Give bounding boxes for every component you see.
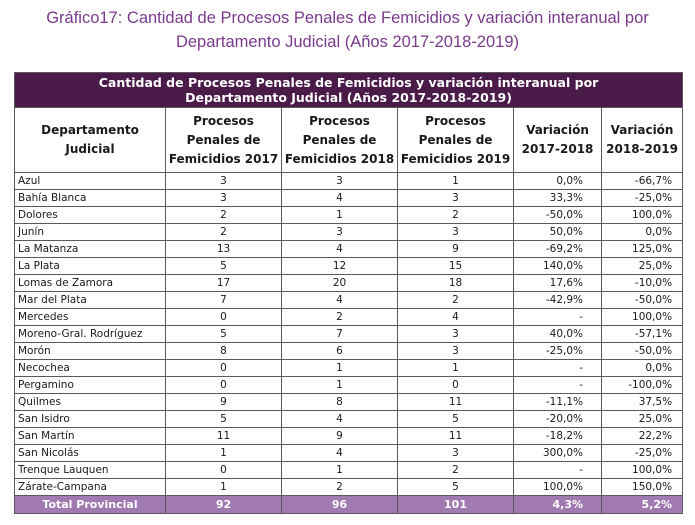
table-row — [15, 377, 683, 394]
cell-variacion-2018-2019: 125,0% — [602, 241, 683, 258]
cell-departamento: San Martín — [15, 428, 166, 445]
total-row — [15, 496, 683, 514]
cell-procesos-2019: 11 — [398, 428, 514, 445]
cell-variacion-2017-2018: -18,2% — [514, 428, 602, 445]
cell-procesos-2017: 0 — [166, 360, 282, 377]
cell-procesos-2018: 3 — [282, 224, 398, 241]
cell-procesos-2018: 1 — [282, 377, 398, 394]
header-procesos-2018 — [282, 108, 398, 173]
cell-variacion-2018-2019: 25,0% — [602, 411, 683, 428]
document-title — [0, 6, 695, 54]
cell-procesos-2018: 4 — [282, 292, 398, 309]
femicide-cases-table — [14, 72, 683, 514]
cell-variacion-2017-2018: -25,0% — [514, 343, 602, 360]
cell-procesos-2017: 11 — [166, 428, 282, 445]
cell-departamento: Dolores — [15, 207, 166, 224]
cell-procesos-2019: 0 — [398, 377, 514, 394]
cell-variacion-2018-2019: 5,2% — [602, 496, 683, 514]
table-row — [15, 292, 683, 309]
cell-variacion-2018-2019: -50,0% — [602, 343, 683, 360]
cell-procesos-2017: 17 — [166, 275, 282, 292]
table-row — [15, 309, 683, 326]
cell-procesos-2017: 5 — [166, 411, 282, 428]
cell-procesos-2019: 3 — [398, 326, 514, 343]
cell-variacion-2017-2018: - — [514, 360, 602, 377]
cell-procesos-2019: 4 — [398, 309, 514, 326]
table-row — [15, 343, 683, 360]
cell-procesos-2017: 5 — [166, 326, 282, 343]
cell-departamento: Azul — [15, 173, 166, 190]
cell-variacion-2018-2019: 100,0% — [602, 207, 683, 224]
table-row — [15, 258, 683, 275]
cell-variacion-2018-2019: 25,0% — [602, 258, 683, 275]
cell-procesos-2019: 3 — [398, 343, 514, 360]
header-line: Femicidios 2018 — [284, 151, 395, 166]
cell-variacion-2018-2019: 37,5% — [602, 394, 683, 411]
cell-departamento: Trenque Lauquen — [15, 462, 166, 479]
cell-procesos-2017: 2 — [166, 224, 282, 241]
cell-departamento: Pergamino — [15, 377, 166, 394]
cell-variacion-2018-2019: -66,7% — [602, 173, 683, 190]
cell-variacion-2017-2018: -11,1% — [514, 394, 602, 411]
cell-variacion-2018-2019: 100,0% — [602, 309, 683, 326]
header-line: Variación — [526, 123, 589, 137]
document-title-line1: Gráfico17: Cantidad de Procesos Penales de Femicidios y variación interanual por — [46, 9, 649, 27]
header-line: Variación — [610, 123, 674, 137]
table-row — [15, 224, 683, 241]
cell-departamento: Lomas de Zamora — [15, 275, 166, 292]
cell-procesos-2018: 4 — [282, 241, 398, 258]
cell-variacion-2017-2018: 0,0% — [514, 173, 602, 190]
cell-variacion-2018-2019: -10,0% — [602, 275, 683, 292]
cell-procesos-2017: 2 — [166, 207, 282, 224]
header-procesos-2017 — [166, 108, 282, 173]
table-row — [15, 411, 683, 428]
cell-variacion-2017-2018: -20,0% — [514, 411, 602, 428]
cell-procesos-2017: 92 — [166, 496, 282, 514]
cell-variacion-2017-2018: 33,3% — [514, 190, 602, 207]
cell-procesos-2017: 5 — [166, 258, 282, 275]
header-line: Femicidios 2017 — [168, 151, 279, 166]
header-line: Penales de — [302, 132, 377, 147]
cell-procesos-2018: 4 — [282, 445, 398, 462]
cell-procesos-2019: 11 — [398, 394, 514, 411]
cell-variacion-2018-2019: 0,0% — [602, 224, 683, 241]
cell-variacion-2018-2019: 0,0% — [602, 360, 683, 377]
cell-procesos-2018: 8 — [282, 394, 398, 411]
cell-variacion-2018-2019: -100,0% — [602, 377, 683, 394]
table-row — [15, 394, 683, 411]
table-row — [15, 479, 683, 496]
cell-departamento: Bahía Blanca — [15, 190, 166, 207]
cell-departamento: La Plata — [15, 258, 166, 275]
cell-variacion-2017-2018: -50,0% — [514, 207, 602, 224]
cell-variacion-2017-2018: 17,6% — [514, 275, 602, 292]
cell-procesos-2017: 1 — [166, 445, 282, 462]
cell-departamento: Mar del Plata — [15, 292, 166, 309]
cell-procesos-2018: 7 — [282, 326, 398, 343]
table-row — [15, 428, 683, 445]
table-row — [15, 173, 683, 190]
cell-departamento: Moreno-Gral. Rodríguez — [15, 326, 166, 343]
cell-variacion-2017-2018: -69,2% — [514, 241, 602, 258]
cell-procesos-2019: 18 — [398, 275, 514, 292]
cell-variacion-2018-2019: -25,0% — [602, 190, 683, 207]
header-variacion-2017-2018 — [514, 108, 602, 173]
cell-variacion-2018-2019: -57,1% — [602, 326, 683, 343]
cell-departamento: Morón — [15, 343, 166, 360]
cell-procesos-2017: 7 — [166, 292, 282, 309]
header-departamento — [15, 108, 166, 173]
cell-variacion-2017-2018: 300,0% — [514, 445, 602, 462]
table-title — [15, 73, 683, 108]
document-title-line2: Departamento Judicial (Años 2017-2018-2019) — [175, 33, 520, 51]
cell-procesos-2017: 0 — [166, 309, 282, 326]
cell-procesos-2017: 13 — [166, 241, 282, 258]
cell-procesos-2017: 0 — [166, 377, 282, 394]
cell-variacion-2018-2019: 100,0% — [602, 462, 683, 479]
cell-departamento: Junín — [15, 224, 166, 241]
cell-procesos-2017: 3 — [166, 173, 282, 190]
cell-procesos-2018: 4 — [282, 411, 398, 428]
cell-procesos-2019: 5 — [398, 411, 514, 428]
data-table-container — [14, 72, 682, 514]
cell-departamento: La Matanza — [15, 241, 166, 258]
header-line: Femicidios 2019 — [400, 151, 511, 166]
table-title-line2: Departamento Judicial (Años 2017-2018-2019) — [185, 90, 512, 105]
table-row — [15, 326, 683, 343]
table-row — [15, 360, 683, 377]
cell-procesos-2017: 1 — [166, 479, 282, 496]
cell-procesos-2018: 20 — [282, 275, 398, 292]
header-procesos-2019 — [398, 108, 514, 173]
cell-variacion-2017-2018: 4,3% — [514, 496, 602, 514]
cell-variacion-2017-2018: 50,0% — [514, 224, 602, 241]
cell-variacion-2017-2018: -42,9% — [514, 292, 602, 309]
table-row — [15, 190, 683, 207]
cell-procesos-2018: 6 — [282, 343, 398, 360]
table-row — [15, 275, 683, 292]
cell-procesos-2019: 2 — [398, 207, 514, 224]
cell-procesos-2017: 9 — [166, 394, 282, 411]
header-line: 2018-2019 — [606, 142, 678, 156]
cell-procesos-2019: 101 — [398, 496, 514, 514]
header-line: Procesos — [309, 113, 370, 128]
cell-departamento: San Isidro — [15, 411, 166, 428]
table-title-line1: Cantidad de Procesos Penales de Femicidios y variación interanual por — [98, 75, 599, 90]
cell-procesos-2019: 3 — [398, 224, 514, 241]
cell-procesos-2018: 1 — [282, 207, 398, 224]
table-title-row — [15, 73, 683, 108]
header-line: Departamento — [41, 123, 139, 137]
cell-procesos-2018: 1 — [282, 462, 398, 479]
header-line: Penales de — [186, 132, 261, 147]
cell-procesos-2019: 1 — [398, 360, 514, 377]
cell-procesos-2018: 2 — [282, 479, 398, 496]
cell-procesos-2019: 1 — [398, 173, 514, 190]
cell-variacion-2017-2018: - — [514, 462, 602, 479]
cell-procesos-2018: 96 — [282, 496, 398, 514]
table-row — [15, 462, 683, 479]
cell-departamento: Total Provincial — [15, 496, 166, 514]
cell-procesos-2017: 3 — [166, 190, 282, 207]
table-row — [15, 445, 683, 462]
header-line: Judicial — [65, 142, 115, 156]
cell-variacion-2017-2018: 40,0% — [514, 326, 602, 343]
cell-variacion-2018-2019: 22,2% — [602, 428, 683, 445]
cell-departamento: Quilmes — [15, 394, 166, 411]
header-line: Penales de — [418, 132, 493, 147]
header-line: Procesos — [425, 113, 486, 128]
cell-departamento: Necochea — [15, 360, 166, 377]
header-line: Procesos — [193, 113, 254, 128]
cell-departamento: Zárate-Campana — [15, 479, 166, 496]
cell-variacion-2017-2018: - — [514, 309, 602, 326]
cell-variacion-2017-2018: 140,0% — [514, 258, 602, 275]
cell-procesos-2019: 3 — [398, 190, 514, 207]
cell-departamento: San Nicolás — [15, 445, 166, 462]
cell-procesos-2019: 2 — [398, 462, 514, 479]
cell-variacion-2018-2019: -50,0% — [602, 292, 683, 309]
cell-procesos-2018: 1 — [282, 360, 398, 377]
cell-variacion-2017-2018: - — [514, 377, 602, 394]
cell-variacion-2017-2018: 100,0% — [514, 479, 602, 496]
cell-procesos-2018: 2 — [282, 309, 398, 326]
table-row — [15, 207, 683, 224]
cell-procesos-2019: 3 — [398, 445, 514, 462]
cell-departamento: Mercedes — [15, 309, 166, 326]
header-line: 2017-2018 — [521, 142, 594, 156]
cell-procesos-2019: 15 — [398, 258, 514, 275]
column-header-row — [15, 108, 683, 173]
cell-procesos-2018: 4 — [282, 190, 398, 207]
cell-variacion-2018-2019: 150,0% — [602, 479, 683, 496]
header-variacion-2018-2019 — [602, 108, 683, 173]
cell-procesos-2017: 0 — [166, 462, 282, 479]
cell-procesos-2017: 8 — [166, 343, 282, 360]
cell-procesos-2019: 5 — [398, 479, 514, 496]
table-row — [15, 241, 683, 258]
cell-procesos-2018: 3 — [282, 173, 398, 190]
cell-procesos-2018: 9 — [282, 428, 398, 445]
cell-procesos-2018: 12 — [282, 258, 398, 275]
cell-procesos-2019: 9 — [398, 241, 514, 258]
cell-procesos-2019: 2 — [398, 292, 514, 309]
cell-variacion-2018-2019: -25,0% — [602, 445, 683, 462]
